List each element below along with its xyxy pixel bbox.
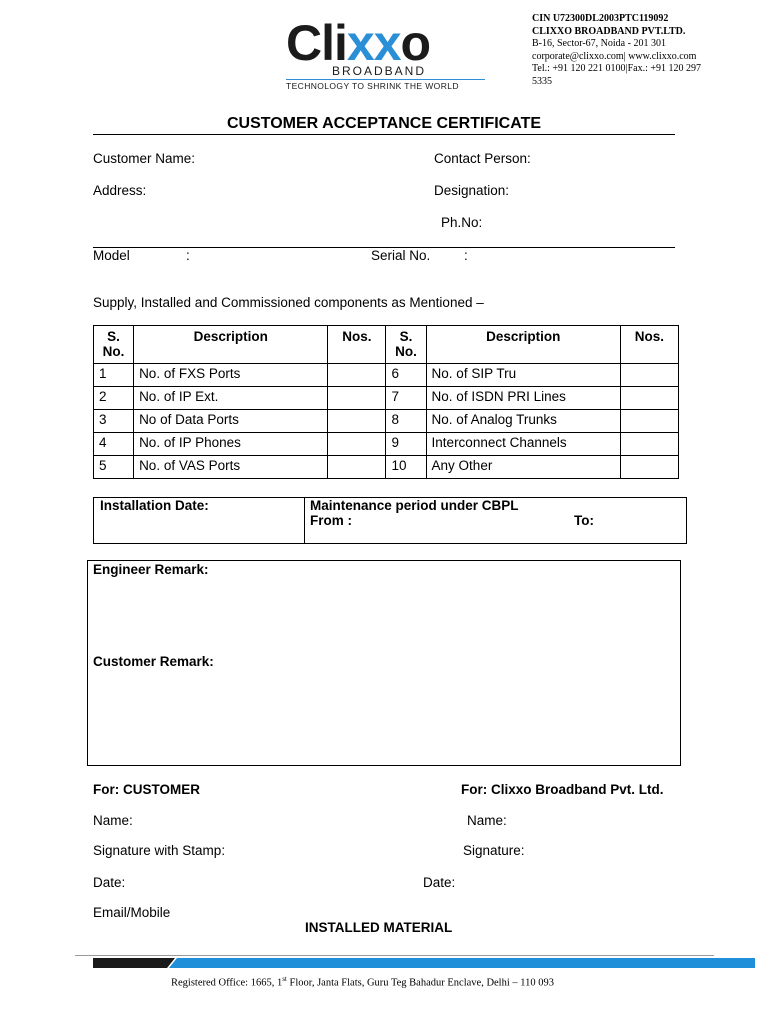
table-header-row bbox=[94, 326, 679, 364]
footer-thin-line bbox=[75, 955, 714, 956]
cell-description: No. of FXS Ports bbox=[134, 364, 328, 387]
cell-description: No. of SIP Tru bbox=[426, 364, 620, 387]
cell-nos-input[interactable] bbox=[328, 364, 386, 387]
cell-sno: 8 bbox=[386, 410, 426, 433]
customer-name-sign-label: Name: bbox=[93, 813, 133, 828]
cell-nos-input[interactable] bbox=[328, 387, 386, 410]
customer-remark-label: Customer Remark: bbox=[93, 654, 214, 669]
cell-description: No of Data Ports bbox=[134, 410, 328, 433]
col-header-sno: S. No. bbox=[94, 326, 134, 364]
logo-wordmark: Clixxo bbox=[286, 15, 431, 71]
maintenance-from-label: From : bbox=[310, 513, 352, 528]
cell-sno: 1 bbox=[94, 364, 134, 387]
table-row bbox=[94, 387, 679, 410]
col-header-description: Description bbox=[426, 326, 620, 364]
installation-box-divider bbox=[304, 498, 305, 543]
footer-bar-accent bbox=[169, 958, 755, 968]
remarks-box bbox=[87, 560, 681, 766]
components-table bbox=[93, 325, 679, 479]
cell-nos-input[interactable] bbox=[620, 456, 678, 479]
cell-sno: 2 bbox=[94, 387, 134, 410]
installation-box bbox=[93, 497, 687, 544]
address-label: Address: bbox=[93, 183, 147, 198]
customer-date-label: Date: bbox=[93, 875, 126, 890]
company-email[interactable]: corporate@clixxo.com bbox=[532, 50, 624, 62]
company-contact-web: corporate@clixxo.com| www.clixxo.com bbox=[532, 50, 697, 62]
title-underline bbox=[93, 134, 675, 135]
serial-label: Serial No. bbox=[371, 248, 431, 263]
serial-colon: : bbox=[464, 248, 468, 263]
installation-date-label: Installation Date: bbox=[100, 498, 209, 513]
company-fax: Fax.: +91 120 297 bbox=[627, 63, 701, 74]
email-mobile-label: Email/Mobile bbox=[93, 905, 171, 920]
cell-description: No. of IP Phones bbox=[134, 433, 328, 456]
company-name-sign-label: Name: bbox=[467, 813, 507, 828]
footer-bar bbox=[93, 958, 755, 968]
company-address: B-16, Sector-67, Noida - 201 301 bbox=[532, 38, 666, 49]
company-date-label: Date: bbox=[423, 875, 456, 890]
cell-sno: 10 bbox=[386, 456, 426, 479]
company-website[interactable]: www.clixxo.com bbox=[628, 50, 697, 62]
cell-nos-input[interactable] bbox=[328, 433, 386, 456]
installed-material-heading: INSTALLED MATERIAL bbox=[305, 920, 453, 935]
cell-sno: 6 bbox=[386, 364, 426, 387]
company-name: CLIXXO BROADBAND PVT.LTD. bbox=[532, 25, 686, 37]
company-phones: Tel.: +91 120 221 0100|Fax.: +91 120 297 bbox=[532, 63, 701, 74]
col-header-description: Description bbox=[134, 326, 328, 364]
table-row bbox=[94, 456, 679, 479]
signature-stamp-label: Signature with Stamp: bbox=[93, 843, 226, 858]
components-intro: Supply, Installed and Commissioned components as Mentioned – bbox=[93, 295, 484, 310]
cell-nos-input[interactable] bbox=[620, 364, 678, 387]
company-info bbox=[532, 13, 757, 88]
cell-description: No. of IP Ext. bbox=[134, 387, 328, 410]
col-header-nos: Nos. bbox=[620, 326, 678, 364]
for-company-heading: For: Clixxo Broadband Pvt. Ltd. bbox=[461, 782, 664, 797]
cell-description: No. of ISDN PRI Lines bbox=[426, 387, 620, 410]
company-cin: CIN U72300DL2003PTC119092 bbox=[532, 13, 669, 24]
table-row bbox=[94, 364, 679, 387]
model-label: Model bbox=[93, 248, 130, 263]
cell-nos-input[interactable] bbox=[620, 387, 678, 410]
model-colon: : bbox=[186, 248, 190, 263]
maintenance-period-label: Maintenance period under CBPL bbox=[310, 498, 519, 513]
company-signature-label: Signature: bbox=[463, 843, 525, 858]
logo-tagline: TECHNOLOGY TO SHRINK THE WORLD bbox=[286, 81, 459, 91]
cell-sno: 4 bbox=[94, 433, 134, 456]
registered-office: Registered Office: 1665, 1st Floor, Janta Flats, Guru Teg Bahadur Enclave, Delhi – 110 093 bbox=[171, 975, 555, 989]
col-header-sno: S. No. bbox=[386, 326, 426, 364]
contact-person-label: Contact Person: bbox=[434, 151, 531, 166]
cell-nos-input[interactable] bbox=[620, 433, 678, 456]
footer-bar-dark bbox=[93, 958, 175, 968]
cell-sno: 9 bbox=[386, 433, 426, 456]
page-title: CUSTOMER ACCEPTANCE CERTIFICATE bbox=[226, 115, 542, 132]
cell-nos-input[interactable] bbox=[620, 410, 678, 433]
company-logo bbox=[286, 15, 491, 93]
for-customer-heading: For: CUSTOMER bbox=[93, 782, 200, 797]
cell-description: No. of Analog Trunks bbox=[426, 410, 620, 433]
designation-label: Designation: bbox=[434, 183, 510, 198]
company-fax-cont: 5335 bbox=[532, 75, 552, 87]
company-tel: Tel.: +91 120 221 0100 bbox=[532, 63, 626, 74]
cell-description: Any Other bbox=[426, 456, 620, 479]
cell-description: No. of VAS Ports bbox=[134, 456, 328, 479]
cell-nos-input[interactable] bbox=[328, 410, 386, 433]
engineer-remark-label: Engineer Remark: bbox=[93, 562, 209, 577]
cell-sno: 5 bbox=[94, 456, 134, 479]
table-row bbox=[94, 410, 679, 433]
col-header-nos: Nos. bbox=[328, 326, 386, 364]
logo-subtitle: BROADBAND bbox=[332, 64, 427, 78]
table-row bbox=[94, 433, 679, 456]
cell-nos-input[interactable] bbox=[328, 456, 386, 479]
maintenance-to-label: To: bbox=[574, 513, 594, 528]
logo-divider bbox=[286, 79, 485, 80]
cell-sno: 7 bbox=[386, 387, 426, 410]
customer-name-label: Customer Name: bbox=[93, 151, 196, 166]
phone-label: Ph.No: bbox=[441, 215, 483, 230]
cell-description: Interconnect Channels bbox=[426, 433, 620, 456]
cell-sno: 3 bbox=[94, 410, 134, 433]
